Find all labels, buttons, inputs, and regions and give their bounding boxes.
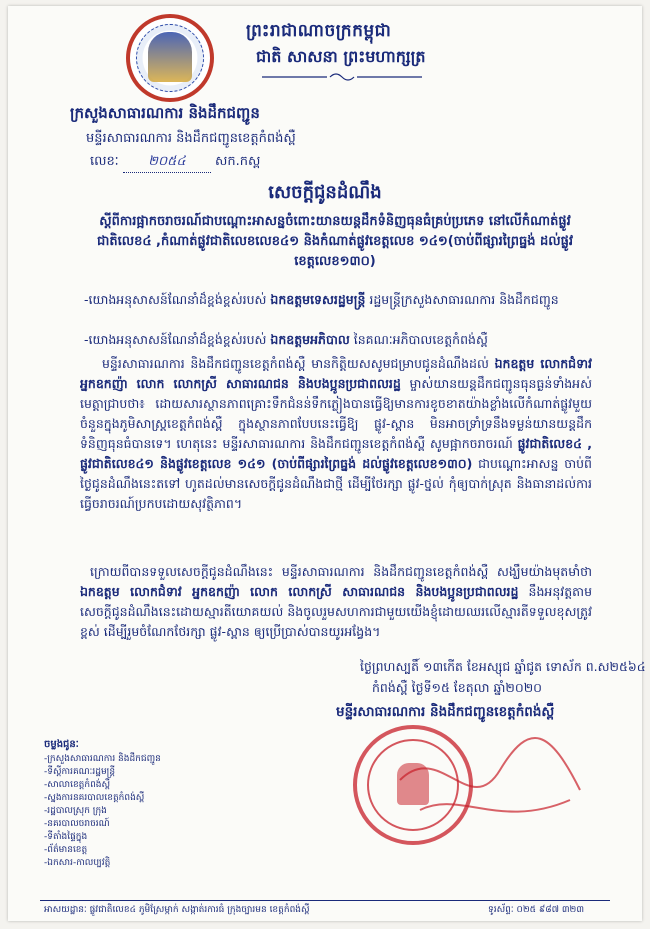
footer-phone: ទូរស័ព្ទៈ ០២៥ ៩៨៧ ៣២៣ [488, 905, 585, 915]
reference-rest: រដ្ឋមន្ត្រីក្រសួងសាធារណការ និងដឹកជញ្ជូន [365, 292, 559, 307]
body-paragraph-2: ក្រោយពីបានទទួលសេចក្តីជូនដំណឹងនេះ មន្ទីរសាធារណការ និងដឹកជញ្ជូនខេត្តកំពង់ស្ពឺ សង្ឃឹមយ៉ាងមុតមាំថា ឯកឧត្តម លោកជំទាវ អ្នកឧកញ៉ា លោក លោកស្រី សាធារណជន និងបងប្អូនប្រជាពលរដ្ឋ នឹងអនុវត្តតាមសេចក្តីជូនដំណឹងនេះដោយស្មារតីយោគយល់ និងចូលរួមសហការជាមួយយើងខ្ញុំដោយឈរលើស្មារតីទទួលខុសត្រូវខ្ពស់ ដើម្បីរួមចំណែកថែរក្សា ផ្លូវ-ស្ពាន ឲ្យប្រើប្រាស់បានយូរអង្វែង។ [80, 564, 593, 639]
cc-item: -ស្នងការនគរបាលខេត្តកំពង់ស្ពឺ [44, 793, 145, 803]
cc-item: -ព័ត៌មានខេត្ត [44, 845, 88, 855]
document-subject: ស្តីពីការផ្អាកចរាចរណ៍ជាបណ្តោះអាសន្នចំពោះយានយន្តដឹកទំនិញធុនធំគ្រប់ប្រភេទ នៅលើកំណាត់ផ្លូវជាតិលេខ៤ ,កំណាត់ផ្លូវជាតិលេខលេខ៤១ និងកំណាត់ផ្លូវខេត្តលេខ ១៤១(ចាប់ពីផ្សារព្រៃធ្នង់ ដល់ផ្លូវខេត្តលេខ១៣០) [96, 214, 574, 269]
reference-number: ២០៥៤ [123, 153, 211, 173]
kingdom-heading: ព្រះរាជាណាចក្រកម្ពុជា [246, 21, 392, 41]
body-paragraph-1: មន្ទីរសាធារណការ និងដឹកជញ្ជូនខេត្តកំពង់ស្ពឺ មានកិត្តិយសសូមជម្រាបជូនដំណឹងដល់ ឯកឧត្តម លោកជំទាវ អ្នកឧកញ៉ា លោក លោកស្រី សាធារណជន និងបងប្អូនប្រជាពលរដ្ឋ ម្ចាស់យានយន្តដឹកជញ្ជូនធុនធ្ងន់ទាំងអស់មេត្តាជ្រាបថា៖ ដោយសារស្ថានភាពគ្រោះទឹកជំនន់ទឹកភ្លៀងបានធ្វើឱ្យមានការខូចខាតយ៉ាងខ្លាំងលើកំណាត់ផ្លូវមួយចំនួនក្នុងភូមិសាស្រ្តខេត្តកំពង់ស្ពឺ ក្នុងស្ថានភាពបែបនេះធ្វើឱ្យ ផ្លូវ-ស្ពាន មិនអាចទ្រាំទ្រនឹងទម្ងន់យានយន្តដឹកទំនិញធុនធំបានទេ។ ហេតុនេះ មន្ទីរសាធារណការ និងដឹកជញ្ជូនខេត្តកំពង់ស្ពឺ សូមផ្អាកចរាចរណ៍ ផ្លូវជាតិលេខ៤ , ផ្លូវជាតិលេខ៤១ និងផ្លូវខេត្តលេខ ១៤១ (ចាប់ពីផ្សារព្រៃធ្នង់ ដល់ផ្លូវខេត្តលេខ១៣០) ជាបណ្តោះអាសន្ន ចាប់ពីថ្ងៃជូនដំណឹងនេះតទៅ ហូតដល់មានសេចក្តីជូនដំណឹងជាថ្មី ដើម្បីថែរក្សា ផ្លូវ-ថ្នល់ កុំឲ្យបាក់ស្រុត និងធានាដល់ការធ្វើចរាចរណ៍ប្រកបដោយសុវត្ថិភាព។ [80, 356, 593, 511]
national-motto: ជាតិ សាសនា ព្រះមហាក្សត្រ [256, 47, 426, 66]
reference-bold: ឯកឧត្តមទេសរដ្ឋមន្ត្រី [270, 292, 366, 307]
reference-item [84, 330, 594, 349]
ministry-name: ក្រសួងសាធារណការ និងដឹកជញ្ជូន [70, 104, 260, 122]
reference-bold: ឯកឧត្តមអភិបាល [270, 332, 350, 347]
ministry-seal-logo [126, 14, 214, 102]
reference-text: -យោងអនុសាសន៍ណែនាំដ៏ខ្ពង់ខ្ពស់របស់ [84, 292, 271, 307]
cc-item: -នគរបាលចរាចរណ៍ [44, 819, 110, 829]
reference-suffix: សក.កស្ព [215, 154, 261, 169]
reference-rest: នៃគណៈអភិបាលខេត្តកំពង់ស្ពឺ [349, 332, 488, 347]
department-name: មន្ទីរសាធារណការ និងដឹកជញ្ជូនខេត្តកំពង់ស្ពឺ [86, 131, 296, 146]
signature [380, 720, 610, 850]
cc-item: -ក្រសួងសាធារណការ និងដឹកជញ្ជូន [44, 754, 161, 764]
cc-item: -ទីស្តីការគណៈរដ្ឋមន្ត្រី [44, 767, 116, 777]
cc-item: -ទីតាំងផ្ទៃក្នុង [44, 832, 88, 842]
footer-divider [40, 900, 610, 901]
cc-item: -ឯកសារ-កាលប្បវត្តិ [44, 858, 111, 868]
reference-line [90, 153, 260, 173]
cc-item: -សាលាខេត្តកំពង់ស្ពឺ [44, 780, 111, 790]
document-title: សេចក្តីជូនដំណឹង [268, 182, 382, 203]
reference-text: -យោងអនុសាសន៍ណែនាំដ៏ខ្ពង់ខ្ពស់របស់ [84, 332, 271, 347]
footer-address: អាសយដ្ឋានៈ ផ្លូវជាតិលេខ៤ ភូមិស្រែម្កាក់ សង្កាត់រការធំ ក្រុងច្បារមន ខេត្តកំពង់ស្ពឺ [44, 905, 310, 915]
signer-title: មន្ទីរសាធារណការ និងដឹកជញ្ជូនខេត្តកំពង់ស្ពឺ [336, 704, 555, 720]
lunar-date: ថ្ងៃព្រហស្បតិ៍ ១៣កើត ខែអស្សុជ ឆ្នាំជូត ទោស័ក ព.ស២៥៦៤ [360, 659, 646, 674]
cc-item: -រដ្ឋបាលស្រុក ក្រុង [44, 806, 107, 816]
solar-date: កំពង់ស្ពឺ ថ្ងៃទី១៥ ខែតុលា ឆ្នាំ២០២០ [372, 680, 543, 695]
reference-prefix: លេខៈ [90, 154, 119, 169]
cc-title: ចម្លងជូនៈ [44, 739, 79, 750]
reference-item [84, 290, 594, 309]
motto-ornament [262, 72, 422, 82]
cc-list [44, 738, 224, 870]
